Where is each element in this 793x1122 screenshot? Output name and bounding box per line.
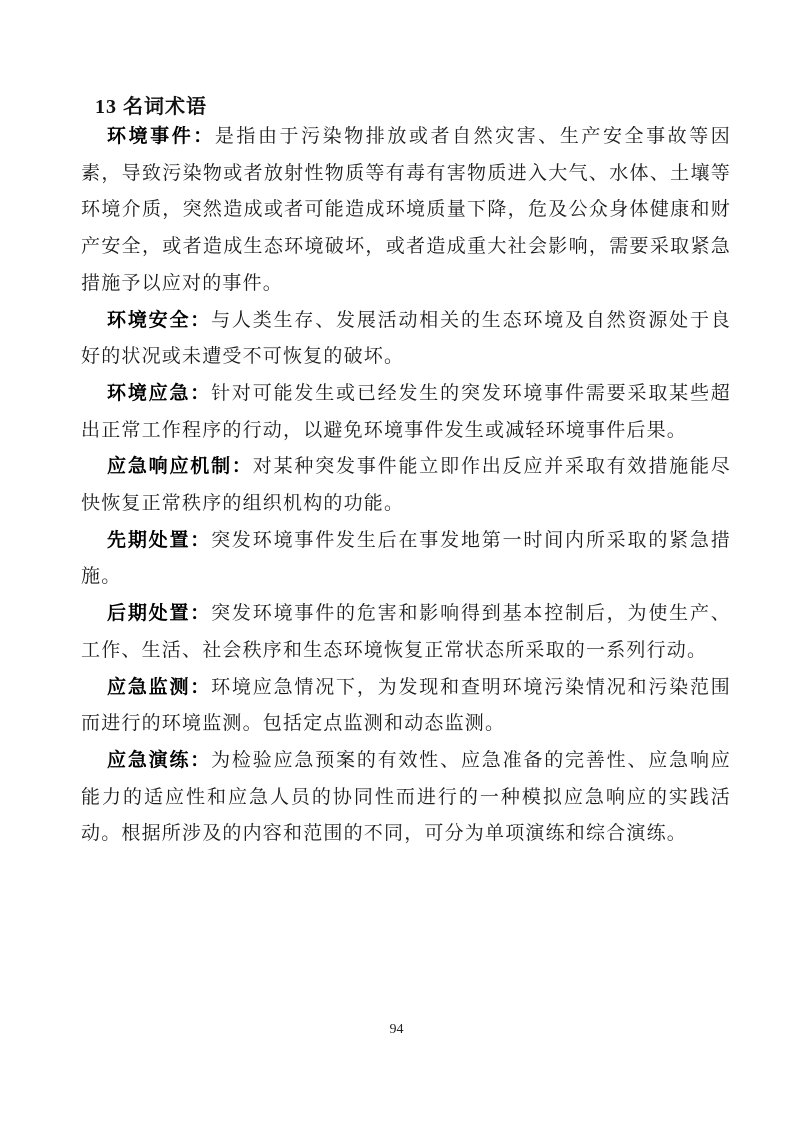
term-paragraph-emergency-drill [81,743,731,853]
term-label: 应急监测： [107,676,212,698]
term-paragraph-emergency-response-mechanism [81,449,731,522]
term-definition: 与人类生存、发展活动相关的生态环境及自然资源处于良好的状况或未遭受不可恢复的破坏。 [81,309,731,368]
term-label: 环境事件： [107,126,215,147]
section-heading: 13 名词术语 [95,96,207,118]
term-paragraph-emergency-monitoring [81,670,731,743]
term-definition: 为检验应急预案的有效性、应急准备的完善性、应急响应能力的适应性和应急人员的协同性而进行的一种模拟应急响应的实践活动。根据所涉及的内容和范围的不同，可分为单项演练和综合演练。 [81,749,731,845]
term-label: 应急响应机制： [107,456,253,478]
term-paragraph-initial-disposal [81,523,731,596]
term-label: 环境应急： [107,382,212,404]
term-definition: 针对可能发生或已经发生的突发环境事件需要采取某些超出正常工作程序的行动，以避免环境事件发生或减轻环境事件后果。 [81,382,731,441]
term-label: 应急演练： [107,749,212,771]
term-definition: 是指由于污染物排放或者自然灾害、生产安全事故等因素，导致污染物或者放射性物质等有毒有害物质进入大气、水体、土壤等环境介质，突然造成或者可能造成环境质量下降，危及公众身体健康和财产安全，或者造成生态环境破坏，或者造成重大社会影响，需要采取紧急措施予以应对的事件。 [81,126,731,294]
terms-section [81,119,731,853]
term-paragraph-environmental-safety [81,303,731,376]
term-label: 先期处置： [107,529,212,551]
term-label: 后期处置： [107,603,212,625]
term-label: 环境安全： [107,309,212,331]
term-paragraph-environmental-event [81,119,731,303]
term-definition: 突发环境事件发生后在事发地第一时间内所采取的紧急措施。 [81,529,731,588]
term-paragraph-later-disposal [81,596,731,669]
page-number: 94 [389,1022,404,1037]
term-definition: 突发环境事件的危害和影响得到基本控制后，为使生产、工作、生活、社会秩序和生态环境恢复正常状态所采取的一系列行动。 [81,603,731,661]
term-definition: 对某种突发事件能立即作出反应并采取有效措施能尽快恢复正常秩序的组织机构的功能。 [81,456,731,515]
term-paragraph-environmental-emergency [81,376,731,449]
term-definition: 环境应急情况下，为发现和查明环境污染情况和污染范围而进行的环境监测。包括定点监测和动态监测。 [81,676,731,735]
